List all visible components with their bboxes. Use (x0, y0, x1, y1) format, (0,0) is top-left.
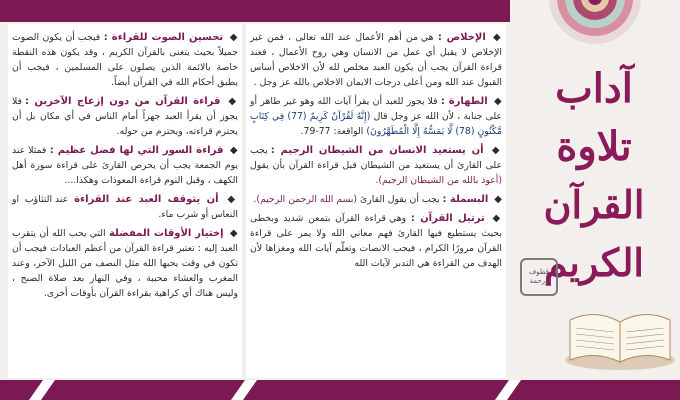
item-text: التي يحب الله أن يتقرب العبد إليه : تعتبر قراءة القرآن من أعظم العبادات فيجب أن تكون في وقت يحبها الله مثل النصف من الليل الآخر، وعند المغرب والعشاء محببة ، وفي النهار بعد صلاة الصبح ، وليس هناك أي كراهية بقراءة القرآن بأوقات أخرى. (12, 228, 238, 299)
middle-column (250, 30, 502, 275)
item-heading: أن يستعيذ الانسان من الشيطان الرجيم : (270, 145, 484, 156)
mandala-ornament (510, 0, 680, 50)
item-text: هي من أهم الأعمال عند الله تعالى ، فمن غير الإخلاص لا يقبل أي عمل من الانسان وهي روح الأعمال ، فعند قراءة القرآن يجب أن يكون العبد مخلص لله لأن الاخلاص أساس القبول عند الله ومن أعلى درجات الايمان الاخلاص بالله عز وجل . (250, 32, 502, 88)
bullet-icon: ◆ (492, 213, 502, 224)
item-heading: البسملة : (442, 194, 489, 205)
bullet-icon: ◆ (227, 194, 238, 205)
left-column (12, 30, 238, 305)
bullet-icon: ◆ (229, 32, 238, 43)
band-divider (495, 380, 521, 400)
bullet-icon: ◆ (491, 145, 502, 156)
list-item (250, 30, 502, 90)
book-icon (560, 280, 680, 380)
title-line: تلاوة (556, 123, 632, 170)
item-text: فمثلا عند يوم الجمعة يجب أن يحرص القارئ على قراءة سورة أهل الكهف ، وقبل النوم قراءة المعوذات وهكذا.... (12, 145, 238, 186)
title-line: آداب (555, 65, 633, 112)
bottom-band (0, 380, 680, 400)
list-item (12, 192, 238, 222)
item-heading: قراءة السور التي لها فضل عظيم : (49, 145, 224, 156)
band-divider (231, 380, 257, 400)
item-text: عند التثاؤب او النعاس أو شرب ماء. (12, 194, 238, 220)
list-item (12, 94, 238, 139)
verse-reference: الواقعة: 77-79. (300, 126, 364, 137)
bullet-icon: ◆ (493, 96, 503, 107)
item-text: وهي قراءة القرآن بتمعن شديد وبخطى بحيث يستطيع فيها القارئ فهم معاني الله ولا يمر على قراءة القرآن مرورًا الكرام ، فيجب الانصات وتعلّم آيات الله ومغزاها لأن الهدف من القراءة هي التدبر لآيات الله (250, 213, 502, 269)
item-heading: ترتيل القرآن : (410, 213, 485, 224)
title-line: القرآن (543, 182, 645, 227)
item-heading: الطهارة : (440, 96, 488, 107)
list-item (250, 143, 502, 188)
item-text: فيجب أن يكون الصوت جميلاً بحيث يتغنى بالقرآن الكريم ، وقد يكون هذه النقطة خاصة بالائمة الذين يصلون على المسلمين ، فيجب أن يطبق أحكام الله في القرآن أيضاً. (12, 32, 238, 88)
list-item (250, 192, 502, 207)
logo (520, 258, 558, 296)
list-item (12, 30, 238, 90)
list-item (12, 226, 238, 301)
logo-text: قطوف ورحمة (529, 268, 549, 285)
bullet-icon: ◆ (229, 228, 238, 239)
quote-text: (بسم الله الرحمن الرحيم). (253, 194, 358, 205)
item-heading: إختيار الأوقات المفضلة (108, 228, 224, 239)
item-heading: أن يتوقف العبد عند القراءة (74, 194, 219, 205)
title-line: الكريم (544, 240, 644, 285)
list-item (250, 211, 502, 271)
list-item (12, 143, 238, 188)
item-text: يجب أن يقول القارئ (360, 194, 440, 205)
bullet-icon: ◆ (228, 96, 238, 107)
item-heading: قراءة القرآن من دون إزعاج الآخرين : (24, 96, 221, 107)
bullet-icon: ◆ (493, 32, 502, 43)
item-text: يجب على القارئ أن يستعيذ من الشيطان قبل قراءة القرآن بأن يقول (250, 145, 502, 171)
item-text: فلا يجوز للعبد أن يقرأ آيات الله وهو غير طاهر أو على جنابة ، لأن الله عز وجل قال (250, 96, 502, 122)
item-heading: الإخلاص : (437, 32, 486, 43)
item-text: فلا يجوز أن يقرأ العبد جهراً أمام الناس في أي مكان بل أن يحترم قراءته، ويحترم من حوله. (12, 96, 238, 137)
quote-text: (أعوذ بالله من الشيطان الرجيم). (375, 175, 502, 186)
bullet-icon: ◆ (229, 145, 238, 156)
item-heading: تحسين الصوت للقراءة : (103, 32, 224, 43)
bullet-icon: ◆ (494, 194, 502, 205)
quran-verse: (إِنَّهُ لَقُرْآنٌ كَرِيمٌ (77) فِي كِتَابٍ مَّكْنُونٍ (78) لَّا يَمَسُّهُ إِلَّا الْمُطَهَّرُونَ) (250, 111, 502, 137)
band-divider (29, 380, 55, 400)
list-item (250, 94, 502, 139)
